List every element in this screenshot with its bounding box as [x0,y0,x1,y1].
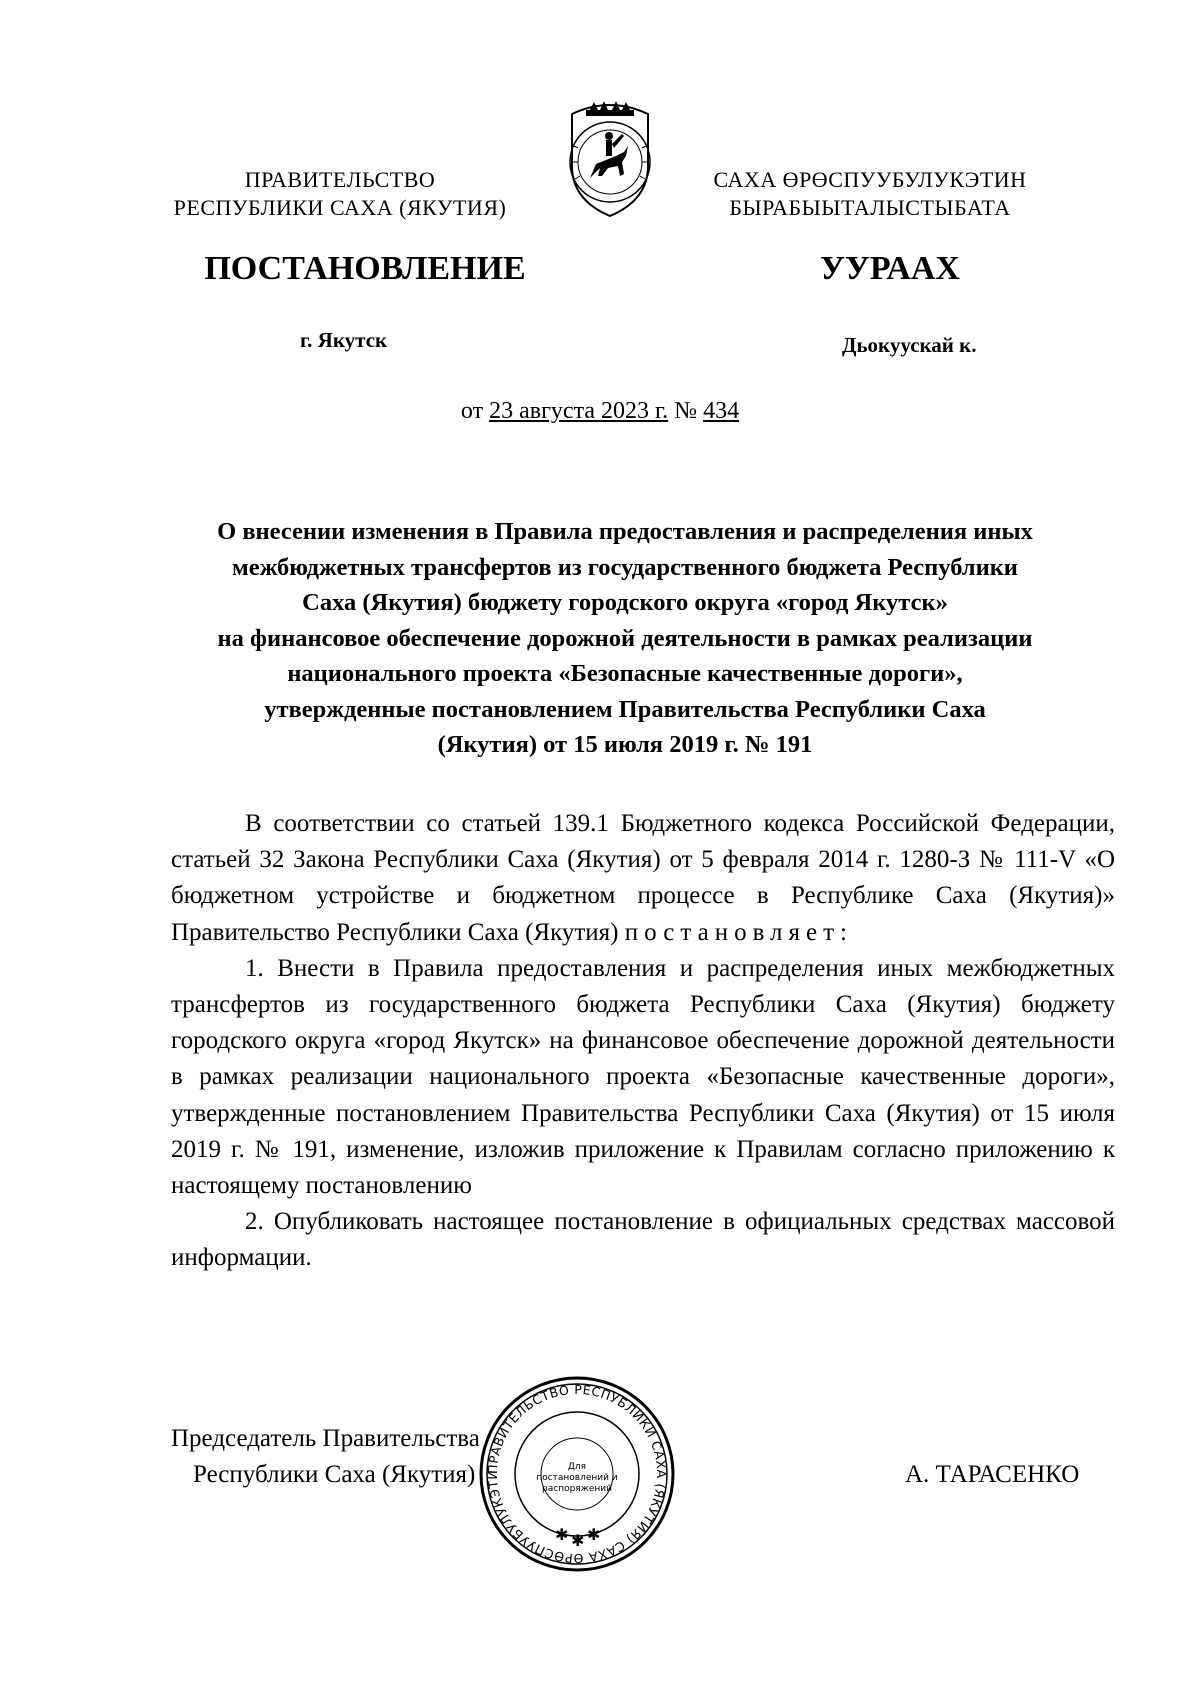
svg-text:✱: ✱ [587,1525,601,1544]
dateline-prefix: от [460,398,484,424]
item-2-paragraph: 2. Опубликовать настоящее постановление в официальных средствах массовой информации. [171,1208,1115,1272]
coat-of-arms-emblem [550,96,670,220]
dateline-number: 434 [703,398,740,424]
resolves-word: постановляет: [624,918,853,946]
svg-text:✱: ✱ [571,1531,585,1550]
subject-line: межбюджетных трансфертов из государственного бюджета Республики [232,553,1018,581]
header-left [150,166,530,222]
subject-line: на финансовое обеспечение дорожной деятельности в рамках реализации [217,624,1033,652]
signatory-title [171,1421,480,1493]
document-body [171,806,1115,1277]
dateline [0,398,1200,425]
svg-text:✱: ✱ [555,1525,569,1544]
dateline-number-sign: № [674,398,698,424]
stamp-center-line2: постановлений и [536,1473,618,1483]
subject-line: (Якутия) от 15 июля 2019 г. № 191 [437,731,813,758]
org-name-sakha-line2: БЫРАБЫЫТАЛЫСТЫБАТА [729,195,1011,220]
dateline-date: 23 августа 2023 г. [489,398,669,424]
org-name-line2: РЕСПУБЛИКИ САХА (ЯКУТИЯ) [173,195,507,220]
city-sakha: Дьокуускай к. [842,333,977,357]
signatory-title-line1: Председатель Правительства [171,1425,480,1452]
preamble-text: В соответствии со статьей 139.1 Бюджетного кодекса Российской Федерации, статьей 32 Закона Республики Саха (Якутия) от 5 февраля 2014 г. 1280-З № 111-V «О бюджетном устройстве и бюджетном процессе в Республике Саха (Якутия)» Правительство Республики Саха (Якутия) [171,810,1115,946]
doc-type-sakha: УУРААХ [820,250,960,287]
subject-line: О внесении изменения в Правила предоставления и распределения иных [217,518,1033,545]
stamp-ring-text: ПРАВИТЕЛЬСТВО РЕСПУБЛИКИ САХА (ЯКУТИЯ) САХА ӨРӨСПУУБУЛУКЭТИ [484,1381,670,1567]
stamp-center-line1: Для [567,1462,587,1472]
doc-type-ru: ПОСТАНОВЛЕНИЕ [204,250,526,287]
subject-line: Саха (Якутия) бюджету городского округа «город Якутск» [302,589,948,616]
stamp-center-line3: распоряжений [542,1484,612,1494]
header-right [680,166,1060,222]
org-name-line1: ПРАВИТЕЛЬСТВО [244,167,436,192]
subject-line: национального проекта «Безопасные качественные дороги», [287,660,963,687]
item-1-paragraph: 1. Внести в Правила предоставления и распределения иных межбюджетных трансфертов из государственного бюджета Республики Саха (Якутия) бюджету городского округа «город Якутск» на финансовое обеспечение дорожной деятельности в рамках реализации национального проекта «Безопасные качественные дороги», утвержденные постановлением Правительства Республики Саха (Якутия) от 15 июля 2019 г. № 191, изменение, изложив приложение к Правилам согласно приложению к настоящему постановлению [171,954,1115,1200]
preamble-paragraph [171,806,1115,951]
org-name-sakha-line1: САХА ӨРӨСПУУБУЛУКЭТИН [713,167,1027,192]
official-stamp [477,1374,677,1574]
subject-line: утвержденные постановлением Правительства Республики Саха [264,695,986,723]
document-subject [160,514,1090,763]
city-ru: г. Якутск [300,328,388,352]
signatory-name: А. ТАРАСЕНКО [905,1461,1080,1488]
signatory-title-line2: Республики Саха (Якутия) [193,1461,476,1488]
